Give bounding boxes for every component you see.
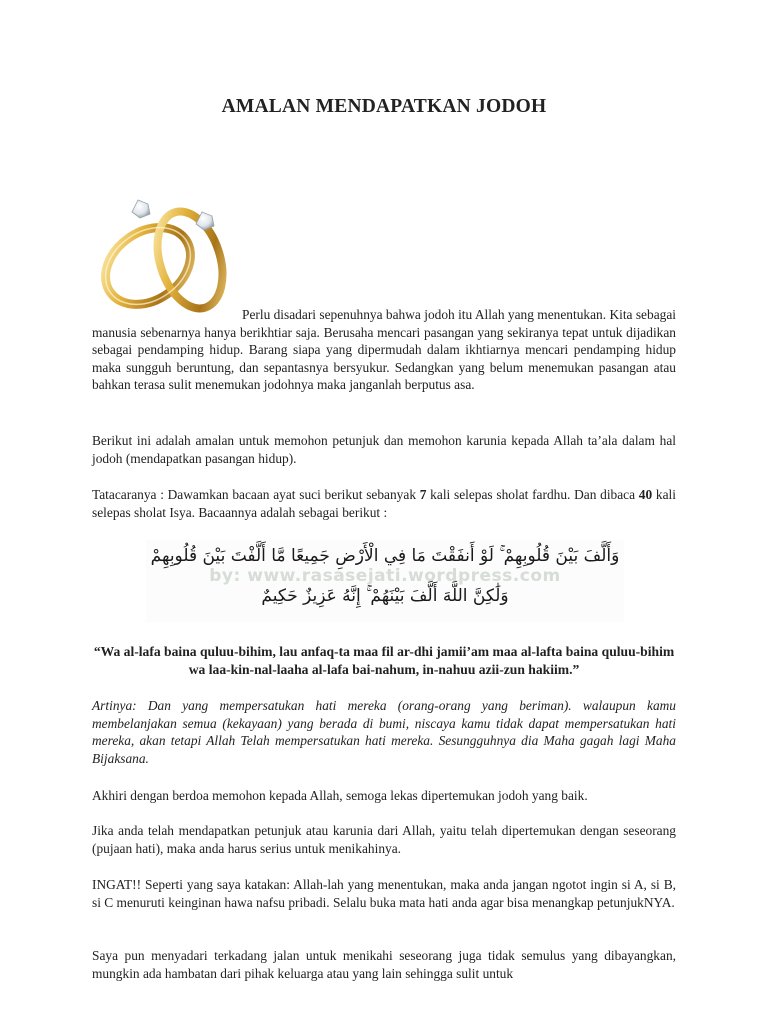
marriage-advice-paragraph: Jika anda telah mendapatkan petunjuk atau karunia dari Allah, yaitu telah dipertemukan dengan seseorang (pujaan hati), maka anda harus serius untuk menikahinya. xyxy=(92,823,676,856)
tatacara-text-2: kali selepas sholat fardhu. Dan dibaca xyxy=(426,487,639,502)
tatacara-paragraph xyxy=(92,486,676,521)
tatacara-text-3: kali selepas sholat Isya. Bacaannya adalah sebagai berikut : xyxy=(92,487,676,520)
tatacara-count-7: 7 xyxy=(419,487,427,502)
tatacara-count-40: 40 xyxy=(638,487,653,502)
closing-prayer-paragraph: Akhiri dengan berdoa memohon kepada Allah, semoga lekas dipertemukan jodoh yang baik. xyxy=(92,788,588,803)
tatacara-text-1: Tatacaranya : Dawamkan bacaan ayat suci berikut sebanyak xyxy=(92,487,420,502)
verse-translation: Artinya: Dan yang mempersatukan hati mereka (orang-orang yang beriman). walaupun kamu membelanjakan semua (kekayaan) yang berada di bumi, niscaya kamu tidak dapat mempersatukan hati mereka, akan tetapi Allah Telah mempersatukan hati mereka. Sesungguhnya dia Maha gagah lagi Maha Bijaksana. xyxy=(92,698,676,766)
document-title: AMALAN MENDAPATKAN JODOH xyxy=(221,96,547,117)
arabic-verse-image xyxy=(146,540,624,622)
intro-paragraph: Perlu disadari sepenuhnya bahwa jodoh itu Allah yang menentukan. Kita sebagai manusia sebenarnya hanya berikhtiar saja. Berusaha mencari pasangan yang sekiranya tepat untuk dijadikan sebagai pendamping hidup. Barang siapa yang dipermudah dalam ikhtiarnya mencari pendamping hidup maka sungguh beruntung, dan sepantasnya bersyukur. Sedangkan yang belum menemukan pasangan atau bahkan terasa sulit menemukan jodohnya maka janganlah berputus asa. xyxy=(92,307,676,393)
amalan-intro-paragraph: Berikut ini adalah amalan untuk memohon petunjuk dan memohon karunia kepada Allah ta’ala dalam hal jodoh (mendapatkan pasangan hidup). xyxy=(92,433,676,466)
verse-watermark: by: www.rasasejati.wordpress.com xyxy=(209,566,561,586)
arabic-verse-line-1: وَأَلَّفَ بَيْنَ قُلُوبِهِمْ ۚ لَوْ أَنفَقْتَ مَا فِي الْأَرْضِ جَمِيعًا مَّا أَلَّفْتَ بَيْنَ قُلُوبِهِمْ xyxy=(150,546,620,566)
reminder-paragraph: INGAT!! Seperti yang saya katakan: Allah-lah yang menentukan, maka anda jangan ngotot ingin si A, si B, si C menuruti keinginan hawa nafsu pribadi. Selalu buka mata hati anda agar bisa menangkap petunjukNYA. xyxy=(92,877,676,910)
obstacles-paragraph: Saya pun menyadari terkadang jalan untuk menikahi seseorang juga tidak semulus yang dibayangkan, mungkin ada hambatan dari pihak keluarga atau yang lain sehingga sulit untuk xyxy=(92,948,676,981)
arabic-verse-line-2: وَلَٰكِنَّ اللَّهَ أَلَّفَ بَيْنَهُمْ ۚ إِنَّهُ عَزِيزٌ حَكِيمٌ xyxy=(261,586,509,606)
verse-transliteration: “Wa al-lafa baina quluu-bihim, lau anfaq-ta maa fil ar-dhi jamii’am maa al-lafta baina quluu-bihim wa laa-kin-nal-laaha al-lafa bai-nahum, in-nahuu azii-zun hakiim.” xyxy=(93,644,675,677)
gold-wedding-rings-image xyxy=(90,188,240,316)
